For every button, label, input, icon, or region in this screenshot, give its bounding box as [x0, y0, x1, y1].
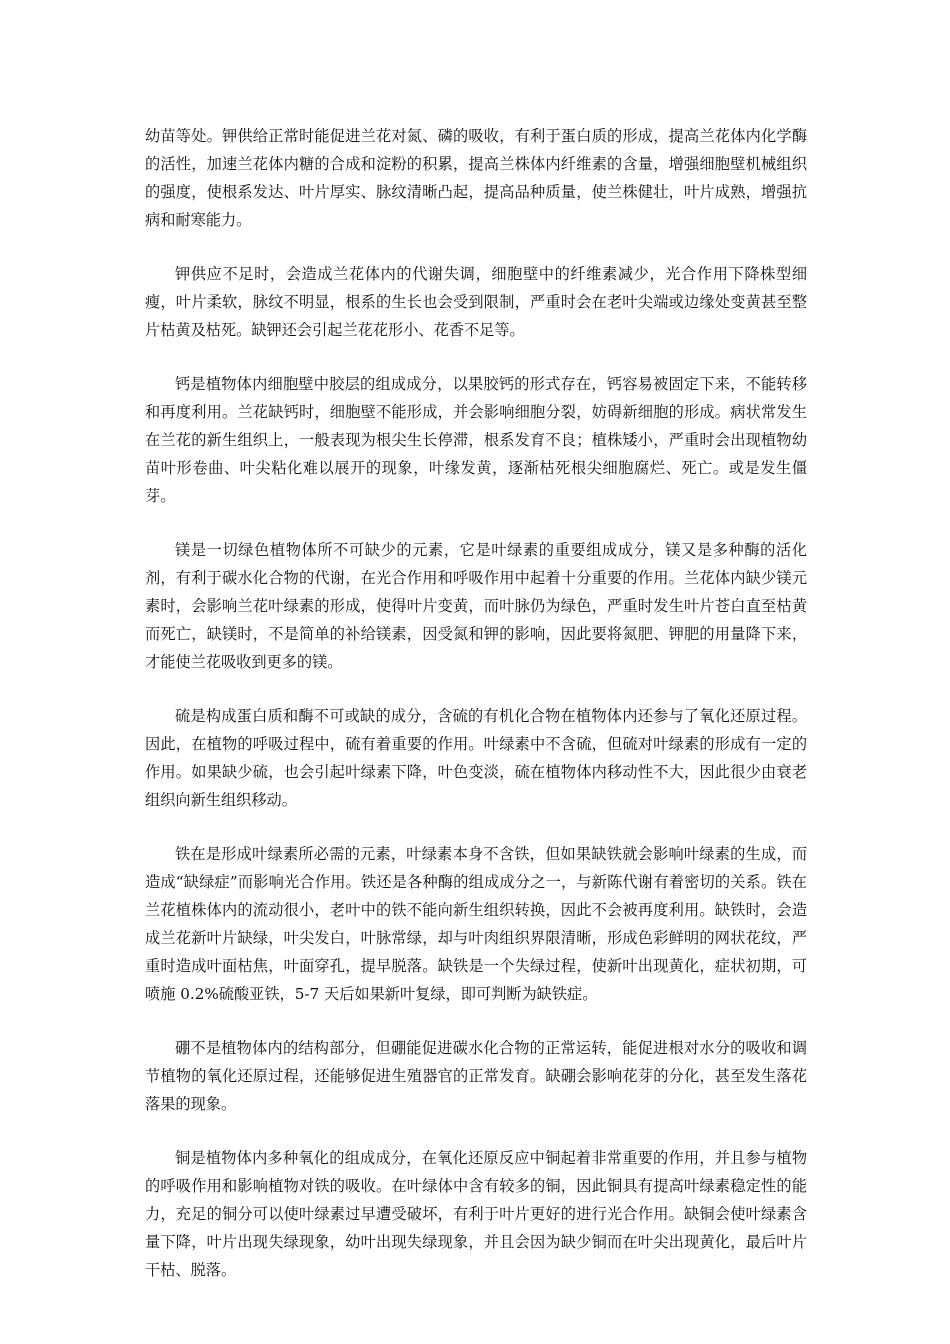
paragraph-iron: 铁在是形成叶绿素所必需的元素，叶绿素本身不含铁，但如果缺铁就会影响叶绿素的生成，而造成“缺绿症”而影响光合作用。铁还是各种酶的组成成分之一，与新陈代谢有着密切的关系。铁在兰花植株体内的流动很小，老叶中的铁不能向新生组织转换，因此不会被再度利用。缺铁时，会造成兰花新叶片缺绿，叶尖发白，叶脉常绿，却与叶肉组织界限清晰，形成色彩鲜明的网状花纹，严重时造成叶面枯焦，叶面穿孔，提早脱落。缺铁是一个失绿过程，使新叶出现黄化，症状初期，可喷施 0.2%硫酸亚铁，5-7 天后如果新叶复绿，即可判断为缺铁症。 [145, 845, 807, 1003]
paragraph-copper: 铜是植物体内多种氧化的组成成分，在氧化还原反应中铜起着非常重要的作用，并且参与植物的呼吸作用和影响植物对铁的吸收。在叶绿体中含有较多的铜，因此铜具有提高叶绿素稳定性的能力，充足的铜分可以使叶绿素过早遭受破坏，有利于叶片更好的进行光合作用。缺铜会使叶绿素含量下降，叶片出现失绿现象，幼叶出现失绿现象，并且会因为缺少铜而在叶尖出现黄化，最后叶片干枯、脱落。 [145, 1149, 807, 1279]
paragraph-calcium: 钙是植物体内细胞壁中胶层的组成成分，以果胶钙的形式存在，钙容易被固定下来，不能转移和再度利用。兰花缺钙时，细胞壁不能形成，并会影响细胞分裂，妨碍新细胞的形成。病状常发生在兰花的新生组织上，一般表现为根尖生长停滞，根系发育不良；植株矮小，严重时会出现植物幼苗叶形卷曲、叶尖粘化难以展开的现象，叶缘发黄，逐渐枯死根尖细胞腐烂、死亡。或是发生僵芽。 [145, 375, 807, 505]
paragraph-sulfur: 硫是构成蛋白质和酶不可或缺的成分，含硫的有机化合物在植物体内还参与了氧化还原过程。因此，在植物的呼吸过程中，硫有着重要的作用。叶绿素中不含硫，但硫对叶绿素的形成有一定的作用。如果缺少硫，也会引起叶绿素下降，叶色变淡，硫在植物体内移动性不大，因此很少由衰老组织向新生组织移动。 [145, 707, 807, 809]
document-page [145, 122, 807, 1310]
paragraph-potassium-deficiency: 钾供应不足时，会造成兰花体内的代谢失调，细胞壁中的纤维素减少，光合作用下降株型细瘦，叶片柔软，脉纹不明显，根系的生长也会受到限制，严重时会在老叶尖端或边缘处变黄甚至整片枯黄及枯死。缺钾还会引起兰花花形小、花香不足等。 [145, 265, 807, 339]
paragraph-potassium-benefits: 幼苗等处。钾供给正常时能促进兰花对氮、磷的吸收，有利于蛋白质的形成，提高兰花体内化学酶的活性，加速兰花体内糖的合成和淀粉的积累，提高兰株体内纤维素的含量，增强细胞壁机械组织的强度，使根系发达、叶片厚实、脉纹清晰凸起，提高品种质量，使兰株健壮，叶片成熟，增强抗病和耐寒能力。 [145, 127, 807, 229]
paragraph-boron: 硼不是植物体内的结构部分，但硼能促进碳水化合物的正常运转，能促进根对水分的吸收和调节植物的氧化还原过程，还能够促进生殖器官的正常发育。缺硼会影响花芽的分化，甚至发生落花落果的现象。 [145, 1039, 807, 1113]
paragraph-magnesium: 镁是一切绿色植物体所不可缺少的元素，它是叶绿素的重要组成成分，镁又是多种酶的活化剂，有利于碳水化合物的代谢，在光合作用和呼吸作用中起着十分重要的作用。兰花体内缺少镁元素时，会影响兰花叶绿素的形成，使得叶片变黄，而叶脉仍为绿色，严重时发生叶片苍白直至枯黄而死亡，缺镁时，不是简单的补给镁素，因受氮和钾的影响，因此要将氮肥、钾肥的用量降下来，才能使兰花吸收到更多的镁。 [145, 541, 807, 671]
